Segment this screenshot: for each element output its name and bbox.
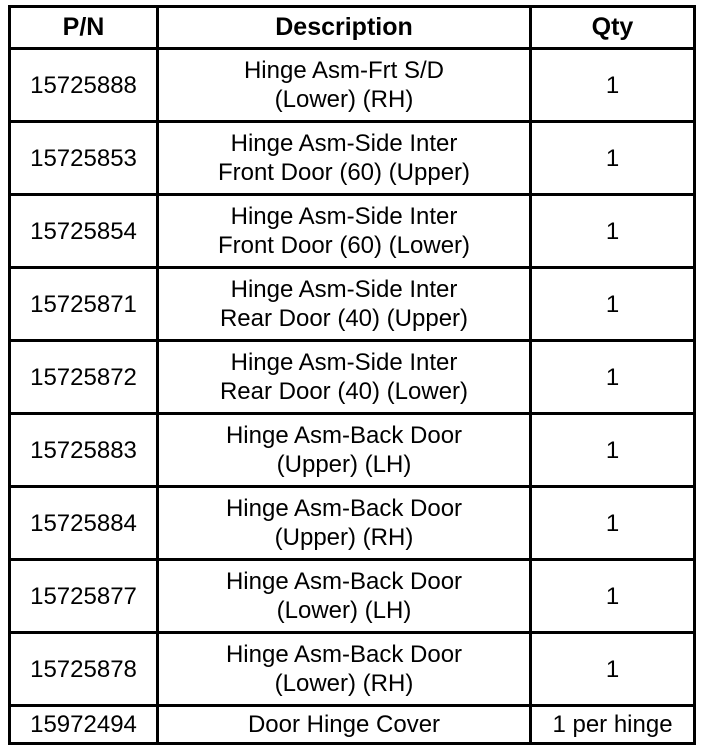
cell-description: Door Hinge Cover <box>158 706 531 744</box>
description-line-1: Hinge Asm-Side Inter <box>230 276 458 303</box>
table-row <box>10 414 695 487</box>
table-row <box>10 49 695 122</box>
cell-qty: 1 <box>531 633 695 706</box>
table-row <box>10 487 695 560</box>
header-description: Description <box>158 7 531 49</box>
description-line-1: Hinge Asm-Back Door <box>225 495 463 522</box>
header-row <box>10 7 695 49</box>
description-line-2: Rear Door (40) (Lower) <box>219 378 469 405</box>
cell-pn: 15725878 <box>10 633 158 706</box>
cell-description <box>158 268 531 341</box>
description-line-2: Front Door (60) (Upper) <box>217 159 471 186</box>
cell-qty: 1 <box>531 268 695 341</box>
cell-qty: 1 <box>531 414 695 487</box>
description-line-1: Hinge Asm-Side Inter <box>230 203 458 230</box>
header-pn: P/N <box>10 7 158 49</box>
table-row <box>10 122 695 195</box>
cell-description <box>158 195 531 268</box>
cell-pn: 15725871 <box>10 268 158 341</box>
cell-pn: 15725888 <box>10 49 158 122</box>
cell-description <box>158 560 531 633</box>
table-row <box>10 633 695 706</box>
table-row <box>10 268 695 341</box>
cell-qty: 1 <box>531 49 695 122</box>
table-row <box>10 195 695 268</box>
description-line-2: (Lower) (RH) <box>274 670 414 697</box>
cell-description <box>158 341 531 414</box>
cell-description <box>158 122 531 195</box>
cell-description <box>158 414 531 487</box>
cell-qty: 1 <box>531 341 695 414</box>
cell-pn: 15725854 <box>10 195 158 268</box>
description-line-2: (Lower) (RH) <box>274 86 414 113</box>
cell-qty: 1 <box>531 122 695 195</box>
description-line-1: Hinge Asm-Side Inter <box>230 349 458 376</box>
cell-description <box>158 487 531 560</box>
description-line-1: Hinge Asm-Frt S/D <box>243 57 445 84</box>
table-row <box>10 706 695 744</box>
cell-qty: 1 per hinge <box>531 706 695 744</box>
cell-description <box>158 633 531 706</box>
cell-description <box>158 49 531 122</box>
cell-pn: 15725884 <box>10 487 158 560</box>
description-line-2: (Upper) (LH) <box>276 451 412 478</box>
table-row <box>10 341 695 414</box>
header-qty: Qty <box>531 7 695 49</box>
description-line-2: (Upper) (RH) <box>274 524 414 551</box>
description-line-1: Hinge Asm-Back Door <box>225 641 463 668</box>
description-line-2: Rear Door (40) (Upper) <box>219 305 469 332</box>
cell-pn: 15725883 <box>10 414 158 487</box>
description-line-2: (Lower) (LH) <box>276 597 412 624</box>
description-line-1: Hinge Asm-Side Inter <box>230 130 458 157</box>
table-row <box>10 560 695 633</box>
cell-qty: 1 <box>531 195 695 268</box>
description-line-2: Front Door (60) (Lower) <box>217 232 471 259</box>
cell-pn: 15725853 <box>10 122 158 195</box>
cell-pn: 15972494 <box>10 706 158 744</box>
cell-qty: 1 <box>531 487 695 560</box>
cell-pn: 15725877 <box>10 560 158 633</box>
description-line-1: Hinge Asm-Back Door <box>225 568 463 595</box>
parts-table <box>8 5 696 745</box>
description-line-1: Hinge Asm-Back Door <box>225 422 463 449</box>
cell-pn: 15725872 <box>10 341 158 414</box>
cell-qty: 1 <box>531 560 695 633</box>
